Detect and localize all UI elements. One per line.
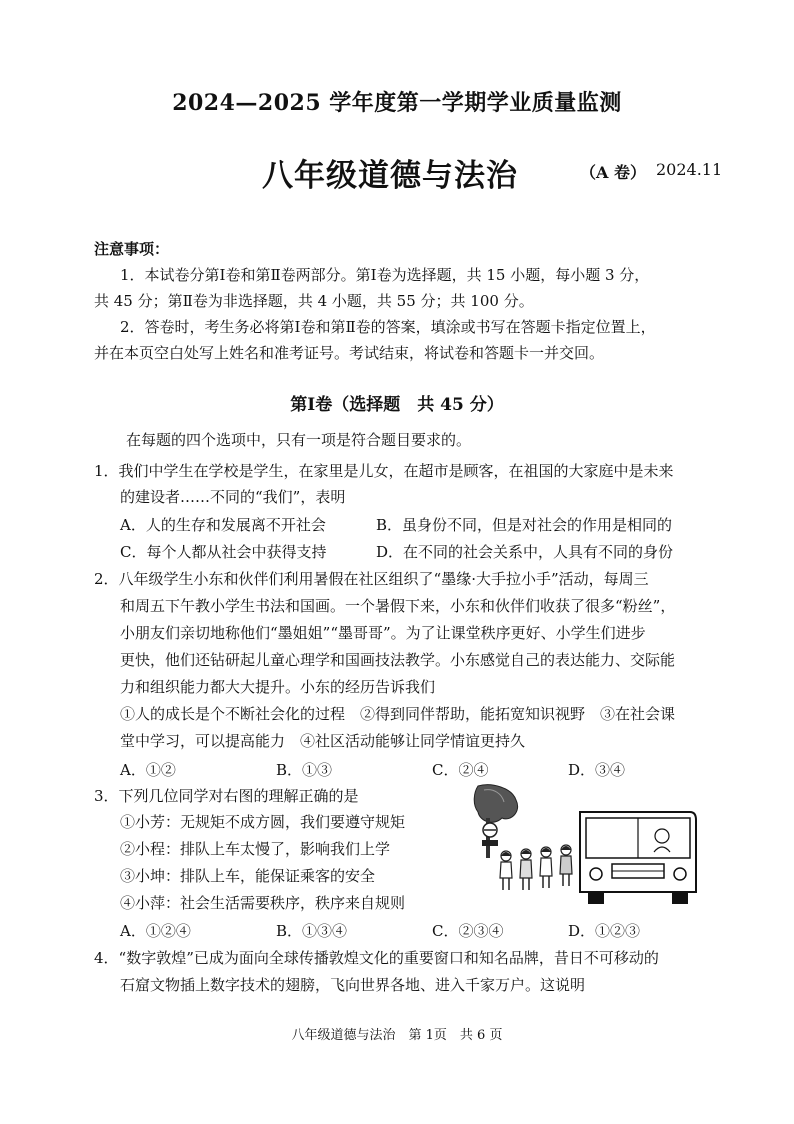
notes-heading: 注意事项：: [94, 240, 170, 258]
notes-line: 1．本试卷分第Ⅰ卷和第Ⅱ卷两部分。第Ⅰ卷为选择题，共 15 小题，每小题 3 分，: [120, 266, 650, 284]
question-2-option-b: B．①③: [276, 761, 333, 779]
question-2-option-a: A．①②: [120, 761, 176, 779]
question-2-option-d: D．③④: [568, 761, 626, 779]
bus-queue-illustration: [472, 782, 700, 912]
question-2-stem: 2．八年级学生小东和伙伴们利用暑假在社区组织了“墨缘·大手拉小手”活动，每周三: [94, 570, 649, 588]
question-4-stem: 4．“数字敦煌”已成为面向全球传播敦煌文化的重要窗口和知名品牌，昔日不可移动的: [94, 949, 659, 967]
question-1-stem: 1．我们中学生在学校是学生，在家里是儿女，在超市是顾客，在祖国的大家庭中是未来: [94, 462, 674, 480]
question-4-stem: 石窟文物插上数字技术的翅膀，飞向世界各地、进入千家万户。这说明: [120, 976, 586, 994]
question-1-option-c: C．每个人都从社会中获得支持: [120, 543, 327, 561]
question-1-stem: 的建设者……不同的“我们”，表明: [120, 488, 346, 506]
question-1-option-d: D．在不同的社会关系中，人具有不同的身份: [376, 543, 674, 561]
notes-line: 2．答卷时，考生务必将第Ⅰ卷和第Ⅱ卷的答案，填涂或书写在答题卡指定位置上，: [120, 318, 656, 336]
page-footer: 八年级道德与法治 第 1页 共 6 页: [291, 1028, 503, 1043]
child-figure: [520, 849, 532, 890]
question-2-stem: 和周五下午教小学生书法和国画。一个暑假下来，小东和伙伴们收获了很多“粉丝”，: [120, 597, 676, 615]
question-1-option-b: B．虽身份不同，但是对社会的作用是相同的: [376, 516, 673, 534]
question-2-stem: 更快，他们还钻研起儿童心理学和国画技法教学。小东感觉自己的表达能力、交际能: [120, 651, 676, 669]
bus-stop-sign: [482, 823, 498, 846]
question-2-statements: 堂中学习，可以提高能力 ④社区活动能够让同学情谊更持久: [120, 732, 526, 750]
question-3-statement: ③小坤：排队上车，能保证乘客的安全: [120, 867, 376, 885]
child-figure: [500, 851, 512, 890]
paper-version-label: （A 卷）: [580, 163, 646, 182]
question-3-statement: ①小芳：无规矩不成方圆，我们要遵守规矩: [120, 813, 406, 831]
question-2-statements: ①人的成长是个不断社会化的过程 ②得到同伴帮助，能拓宽知识视野 ③在社会课: [120, 705, 676, 723]
question-3-option-b: B．①③④: [276, 922, 348, 940]
question-3-option-d: D．①②③: [568, 922, 641, 940]
notes-line: 并在本页空白处写上姓名和准考证号。考试结束，将试卷和答题卡一并交回。: [94, 344, 605, 362]
tree-illustration: [474, 785, 517, 858]
question-1-option-a: A．人的生存和发展离不开社会: [120, 516, 326, 534]
exam-title: 2024—2025 学年度第一学期学业质量监测: [172, 90, 622, 116]
question-3-statement: ④小萍：社会生活需要秩序，秩序来自规则: [120, 894, 406, 912]
question-2-stem: 力和组织能力都大大提升。小东的经历告诉我们: [120, 678, 436, 696]
child-figure: [560, 845, 572, 886]
section-heading: 第Ⅰ卷（选择题 共 45 分）: [290, 395, 504, 415]
question-3-statement: ②小程：排队上车太慢了，影响我们上学: [120, 840, 391, 858]
exam-date: 2024.11: [656, 160, 723, 179]
question-3-option-c: C．②③④: [432, 922, 504, 940]
section-instruction: 在每题的四个选项中，只有一项是符合题目要求的。: [126, 431, 472, 449]
question-3-option-a: A．①②④: [120, 922, 191, 940]
question-2-option-c: C．②④: [432, 761, 489, 779]
child-figure: [540, 847, 552, 888]
question-3-stem: 3．下列几位同学对右图的理解正确的是: [94, 787, 359, 805]
subject-title: 八年级道德与法治: [262, 158, 518, 194]
bus-illustration: [580, 812, 696, 904]
question-2-stem: 小朋友们亲切地称他们“墨姐姐”“墨哥哥”。为了让课堂秩序更好、小学生们进步: [120, 624, 646, 642]
notes-line: 共 45 分；第Ⅱ卷为非选择题，共 4 小题，共 55 分；共 100 分。: [94, 292, 534, 310]
